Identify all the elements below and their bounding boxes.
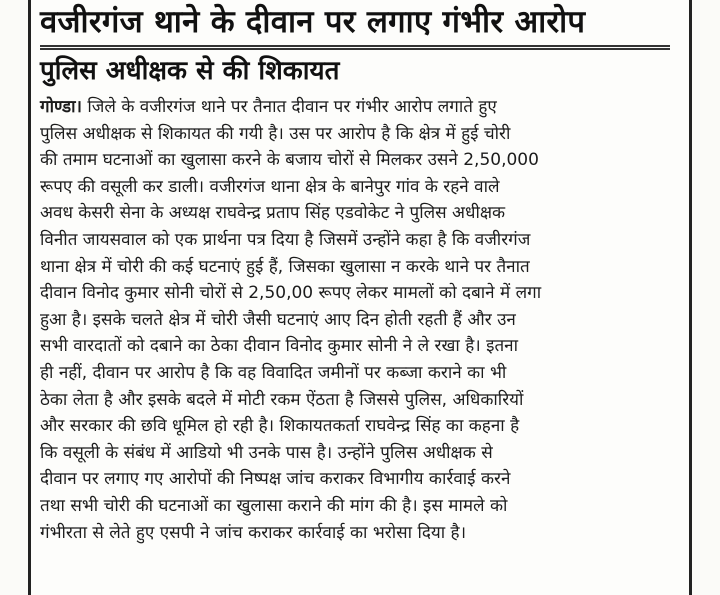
article-body [40,94,680,546]
article-line: ठेका लेता है और इसके बदले में मोटी रकम ऐंठता है जिससे पुलिस, अधिकारियों [40,389,524,410]
article-dateline: गोण्डा। [40,97,82,117]
article-line: और सरकार की छवि धूमिल हो रही है। शिकायतकर्ता राघवेन्द्र सिंह का कहना है [40,416,520,437]
article-subheadline: पुलिस अधीक्षक से की शिकायत [40,56,340,86]
article-line: गंभीरता से लेते हुए एसपी ने जांच कराकर कार्रवाई का भरोसा दिया है। [40,522,467,543]
headline-rule-top [40,45,670,47]
headline-rule-bottom [40,48,670,50]
article-line: रूपए की वसूली कर डाली। वजीरगंज थाना क्षेत्र के बानेपुर गांव के रहने वाले [40,176,500,197]
article-line: तथा सभी चोरी की घटनाओं का खुलासा कराने की मांग की है। इस मामले को [40,495,508,516]
article-line-text: जिले के वजीरगंज थाने पर तैनात दीवान पर गंभीर आरोप लगाते हुए [82,97,497,117]
article-line: सभी वारदातों को दबाने का ठेका दीवान विनोद कुमार सोनी ने ले रखा है। इतना [40,336,518,357]
article-headline: वजीरगंज थाने के दीवान पर लगाए गंभीर आरोप [40,4,586,40]
article-line: दीवान विनोद कुमार सोनी चोरों से 2,50,00 रूपए लेकर मामलों को दबाने में लगा [40,283,542,304]
article-line: दीवान पर लगाए गए आरोपों की निष्पक्ष जांच कराकर विभागीय कार्रवाई करने [40,469,511,490]
article-line: कि वसूली के संबंध में आडियो भी उनके पास है। उन्होंने पुलिस अधीक्षक से [40,442,493,463]
article-line: हुआ है। इसके चलते क्षेत्र में चोरी जैसी घटनाएं आए दिन होती रहती हैं और उन [40,309,516,330]
article-line [40,94,680,121]
article-line: पुलिस अधीक्षक से शिकायत की गयी है। उस पर आरोप है कि क्षेत्र में हुई चोरी [40,123,511,144]
article-line: अवध केसरी सेना के अध्यक्ष राघवेन्द्र प्रताप सिंह एडवोकेट ने पुलिस अधीक्षक [40,203,506,224]
article-line: ही नहीं, दीवान पर आरोप है कि वह विवादित जमीनों पर कब्जा कराने का भी [40,362,507,383]
article-line: की तमाम घटनाओं का खुलासा करने के बजाय चोरों से मिलकर उसने 2,50,000 [40,150,539,171]
article-line: थाना क्षेत्र में चोरी की कई घटनाएं हुई हैं, जिसका खुलासा न करके थाने पर तैनात [40,256,530,277]
article-line: विनीत जायसवाल को एक प्रार्थना पत्र दिया है जिसमें उन्होंने कहा है कि वजीरगंज [40,229,531,250]
